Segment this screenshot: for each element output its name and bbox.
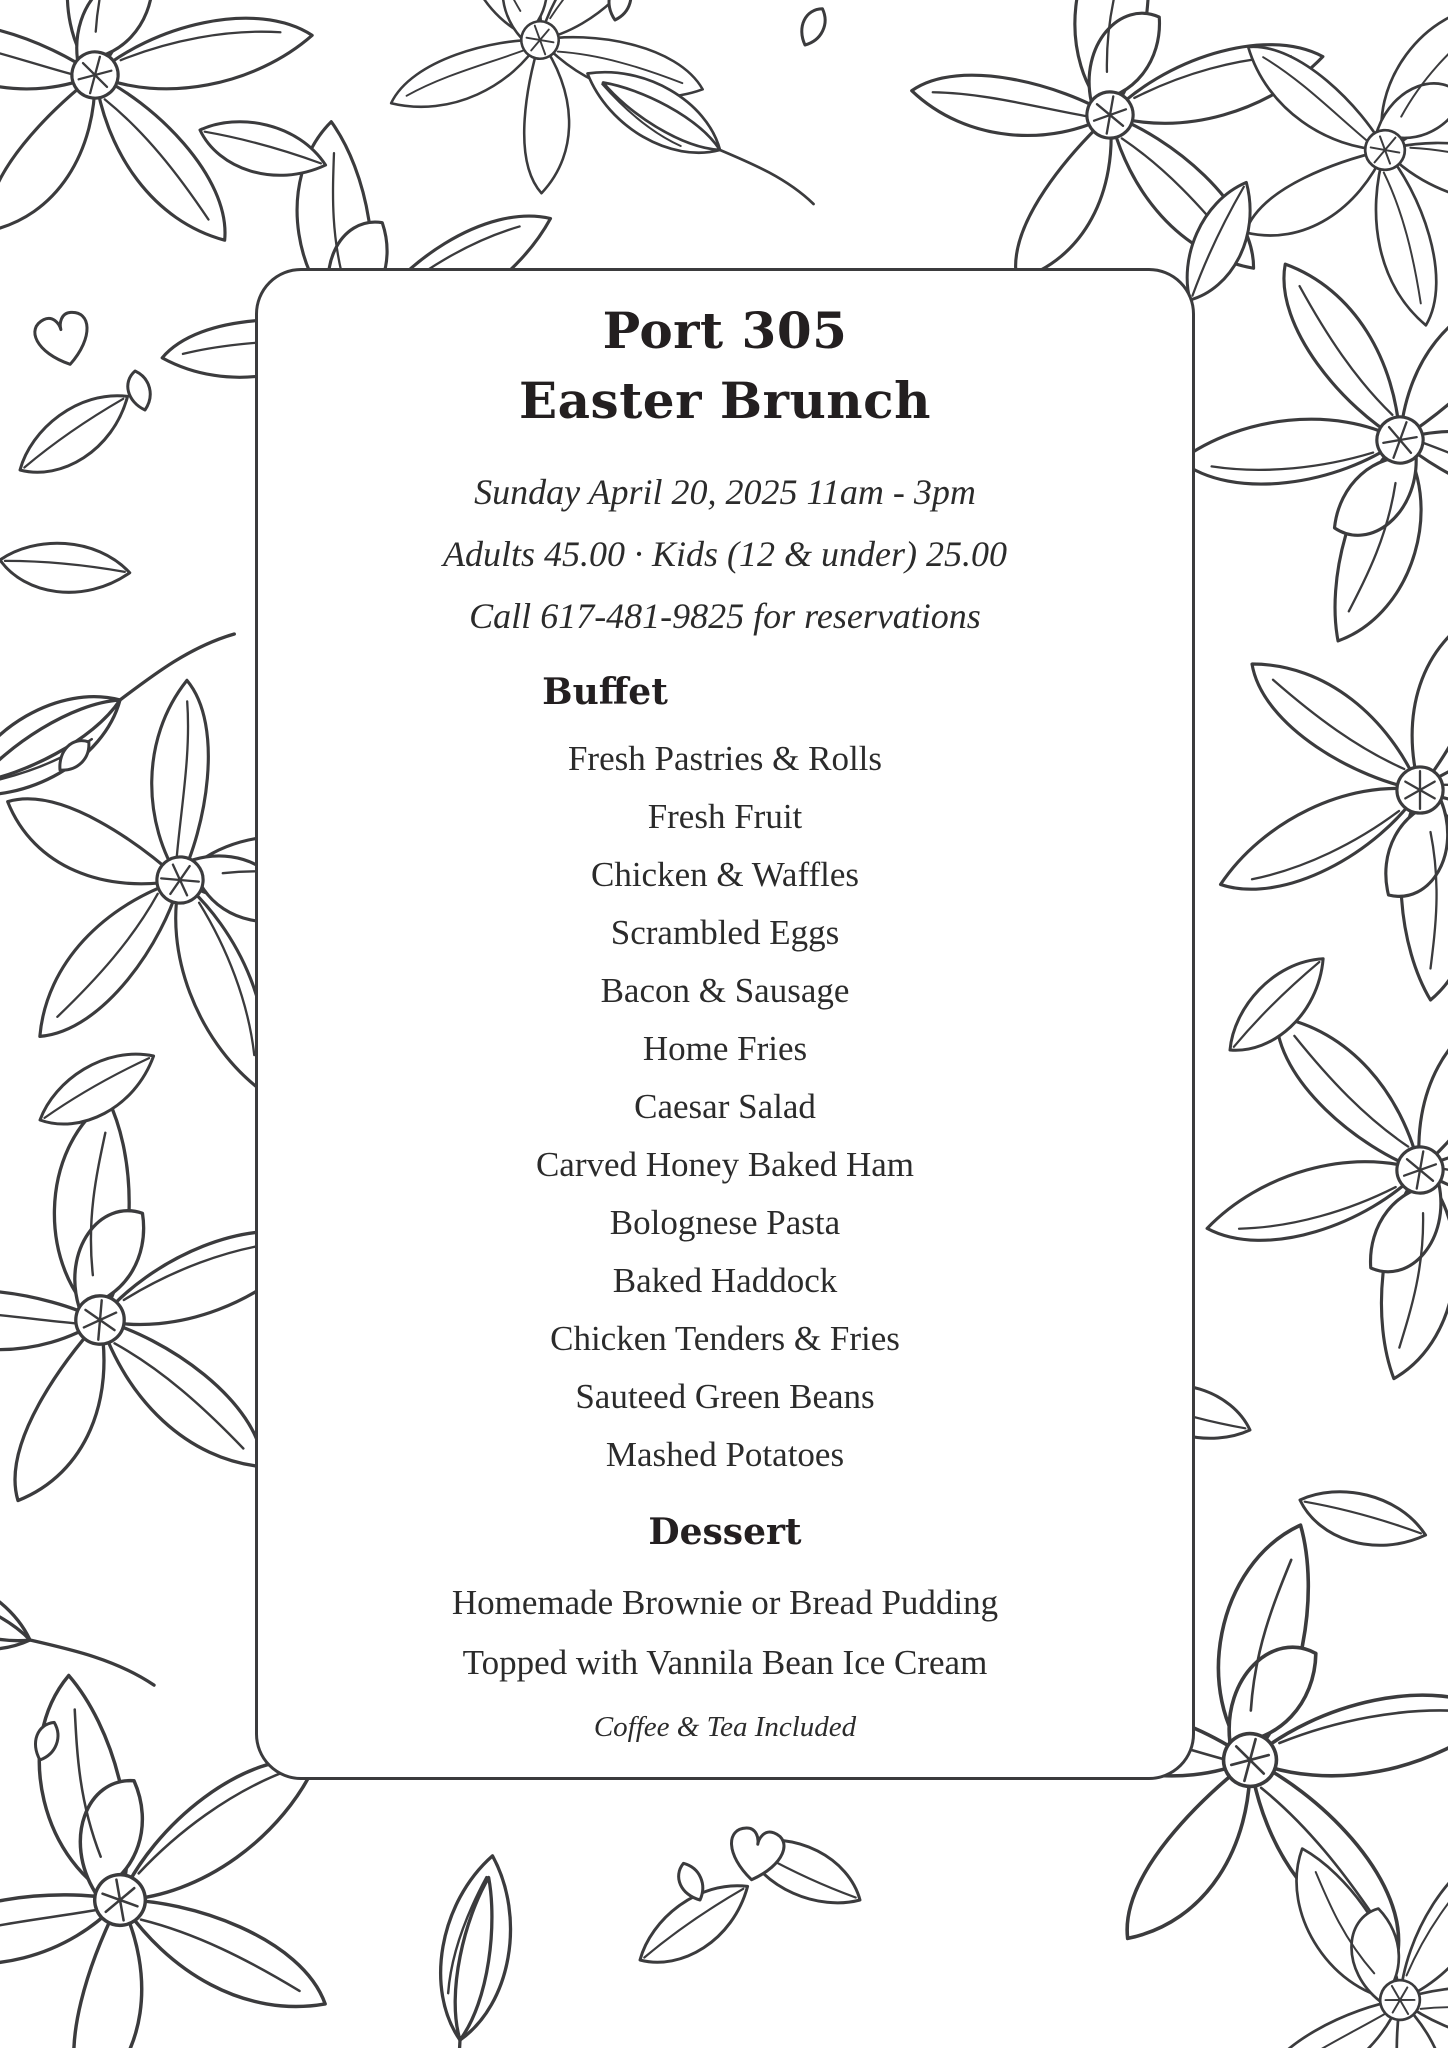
buffet-item: Caesar Salad — [634, 1087, 816, 1126]
buffet-item: Chicken Tenders & Fries — [550, 1319, 900, 1358]
event-title: Easter Brunch — [519, 371, 931, 430]
dessert-line: Homemade Brownie or Bread Pudding — [451, 1583, 999, 1622]
dessert-heading: Dessert — [648, 1511, 802, 1553]
buffet-item: Fresh Fruit — [647, 797, 803, 836]
reservation-info: Call 617-481-9825 for reservations — [469, 596, 981, 636]
beverage-note: Coffee & Tea Included — [593, 1711, 857, 1743]
buffet-item: Scrambled Eggs — [610, 913, 840, 952]
buffet-item: Bolognese Pasta — [609, 1203, 841, 1242]
buffet-item: Fresh Pastries & Rolls — [567, 739, 883, 778]
buffet-item: Sauteed Green Beans — [575, 1377, 875, 1416]
event-date-time: Sunday April 20, 2025 11am - 3pm — [474, 472, 976, 512]
event-pricing: Adults 45.00 · Kids (12 & under) 25.00 — [443, 534, 1007, 574]
buffet-item: Chicken & Waffles — [590, 855, 860, 894]
buffet-item: Mashed Potatoes — [605, 1435, 845, 1474]
restaurant-name: Port 305 — [602, 301, 848, 360]
buffet-item: Carved Honey Baked Ham — [535, 1145, 915, 1184]
dessert-line: Topped with Vannila Bean Ice Cream — [462, 1643, 988, 1682]
buffet-item: Baked Haddock — [612, 1261, 838, 1300]
menu-card — [255, 268, 1195, 1780]
buffet-heading: Buffet — [542, 671, 668, 713]
buffet-item: Bacon & Sausage — [600, 971, 850, 1010]
buffet-item: Home Fries — [642, 1029, 808, 1068]
